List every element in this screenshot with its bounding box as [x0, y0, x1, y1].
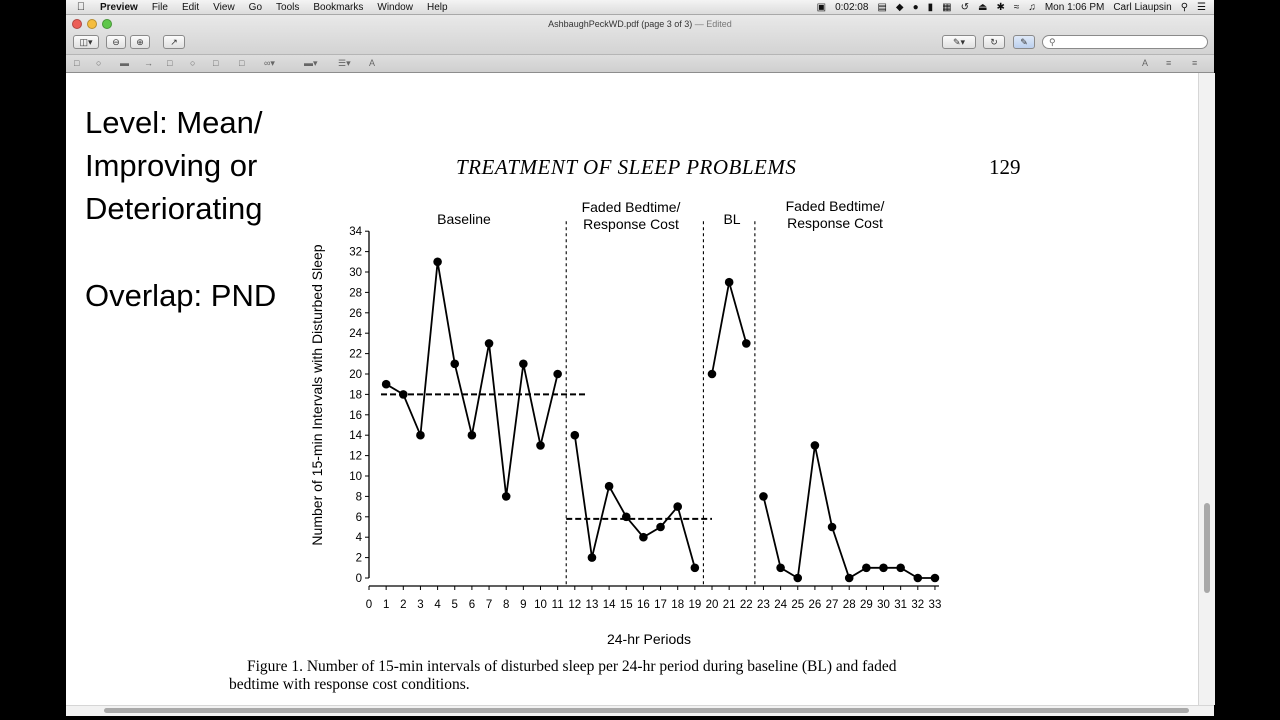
x-tick-label: 4 — [434, 599, 441, 611]
x-tick-label: 29 — [859, 599, 873, 611]
data-point — [896, 564, 905, 573]
menu-tools[interactable]: Tools — [276, 1, 300, 13]
data-point — [793, 574, 802, 583]
arrow-icon[interactable]: → — [144, 58, 153, 68]
zoom-in-button[interactable]: ⊕ — [130, 35, 150, 49]
x-tick-label: 20 — [705, 599, 719, 611]
file-name: AshbaughPeckWD.pdf (page 3 of 3) — [548, 19, 693, 29]
x-tick-label: 30 — [877, 599, 890, 611]
horizontal-scroll-thumb[interactable] — [104, 708, 1189, 713]
data-point — [708, 370, 717, 379]
x-tick-label: 22 — [739, 599, 753, 611]
data-point — [845, 574, 854, 583]
volume-icon[interactable]: ♫ — [1028, 1, 1036, 13]
y-tick-label: 34 — [349, 226, 362, 239]
y-tick-label: 8 — [355, 491, 362, 504]
x-axis-label: 24-hr Periods — [606, 631, 692, 647]
data-point — [691, 564, 700, 573]
data-point — [742, 339, 751, 348]
x-tick-label: 9 — [520, 599, 527, 611]
x-tick-label: 31 — [894, 599, 908, 611]
y-tick-label: 24 — [349, 328, 362, 341]
edited-status: — Edited — [694, 19, 732, 29]
align-icon[interactable]: ☰▾ — [338, 58, 351, 68]
phase-label-treatment-2-line1: Faded Bedtime/ — [785, 198, 885, 214]
data-point — [639, 533, 648, 542]
data-point — [862, 564, 871, 573]
data-point — [725, 278, 734, 287]
data-point — [536, 441, 545, 450]
x-tick-label: 2 — [400, 599, 407, 611]
phase-label-treatment-1-line1: Faded Bedtime/ — [581, 199, 681, 215]
y-tick-label: 22 — [349, 348, 362, 361]
vertical-scroll-thumb[interactable] — [1204, 503, 1210, 593]
x-tick-label: 33 — [928, 599, 942, 611]
evernote-icon[interactable]: ◆ — [895, 1, 904, 13]
running-head: TREATMENT OF SLEEP PROBLEMS — [456, 155, 797, 179]
data-point — [450, 360, 459, 369]
data-point — [399, 390, 408, 399]
data-point — [776, 564, 785, 573]
x-tick-label: 3 — [417, 599, 424, 611]
x-tick-label: 14 — [602, 599, 616, 611]
series-line — [575, 435, 695, 568]
time-machine-icon[interactable]: ↺ — [960, 1, 969, 13]
y-tick-label: 20 — [349, 369, 362, 381]
eject-icon[interactable]: ⏏ — [978, 1, 988, 13]
y-tick-label: 12 — [349, 450, 362, 463]
x-tick-label: 24 — [774, 599, 787, 611]
data-point — [605, 482, 614, 491]
bluetooth-icon[interactable]: ✱ — [996, 1, 1005, 13]
data-point — [828, 523, 837, 532]
menu-user[interactable]: Carl Liaupsin — [1113, 1, 1172, 13]
x-tick-label: 5 — [451, 599, 458, 611]
data-point — [914, 574, 923, 583]
data-point — [519, 360, 528, 369]
search-input[interactable] — [1042, 35, 1208, 49]
recording-time: 0:02:08 — [835, 1, 869, 13]
x-tick-label: 1 — [382, 599, 390, 611]
grid-icon[interactable]: ▦ — [942, 1, 952, 13]
caption-line-2: bedtime with response cost conditions. — [229, 676, 470, 693]
menu-bookmarks[interactable]: Bookmarks — [313, 1, 364, 13]
signature-icon[interactable]: ∞▾ — [264, 58, 275, 68]
data-point — [416, 431, 425, 440]
menu-file[interactable]: File — [151, 1, 168, 13]
apple-icon[interactable] — [72, 1, 90, 13]
data-point — [879, 564, 888, 573]
data-point — [656, 523, 665, 532]
phase-label-treatment-2-line2: Response Cost — [787, 215, 883, 231]
data-point — [553, 370, 562, 379]
crop-icon[interactable]: □ — [167, 58, 173, 68]
sidebar-view-button[interactable]: ◫▾ — [73, 35, 99, 49]
search-icon: ⚲ — [1049, 37, 1056, 47]
document-page[interactable] — [66, 73, 1198, 705]
x-tick-label: 28 — [842, 599, 856, 611]
edit-toolbar — [66, 54, 1214, 72]
y-tick-label: 0 — [355, 573, 362, 585]
series-line — [712, 282, 746, 374]
x-tick-label: 6 — [468, 599, 476, 611]
y-tick-label: 6 — [355, 511, 362, 524]
menu-window[interactable]: Window — [377, 1, 413, 13]
x-tick-label: 25 — [791, 599, 805, 611]
menu-preview[interactable]: Preview — [100, 1, 138, 13]
x-tick-label: 12 — [568, 599, 582, 611]
menu-clock[interactable]: Mon 1:06 PM — [1044, 1, 1105, 13]
text-icon[interactable]: A — [369, 58, 376, 68]
x-tick-label: 10 — [534, 599, 547, 611]
highlight-icon[interactable]: ▬ — [120, 58, 129, 68]
window-toolbar — [66, 15, 1214, 73]
series-line — [386, 262, 558, 497]
x-tick-label: 18 — [671, 599, 685, 611]
x-tick-label: 19 — [688, 599, 702, 611]
data-point — [571, 431, 580, 440]
wifi-icon[interactable]: ≈ — [1013, 1, 1020, 13]
notification-center-icon[interactable]: ☰ — [1197, 1, 1206, 13]
rotate-button[interactable]: ↻ — [983, 35, 1005, 49]
adjust-icon[interactable]: ≡ — [1166, 58, 1172, 68]
note-level: Level: Mean/ — [85, 105, 263, 140]
line-style-icon[interactable]: ▬▾ — [304, 58, 318, 68]
x-tick-label: 13 — [585, 599, 599, 611]
speech-bubble-icon[interactable]: ○ — [190, 58, 196, 68]
caption-line-1: Figure 1. Number of 15-min intervals of disturbed sleep per 24-hr period during baseline (BL) and faded — [247, 658, 897, 675]
skype-icon[interactable]: ● — [912, 1, 919, 13]
x-tick-label: 16 — [637, 599, 650, 611]
battery-icon[interactable]: ▮ — [927, 1, 934, 13]
data-point — [931, 574, 940, 583]
shape-icon[interactable]: □ — [239, 58, 245, 68]
record-icon[interactable]: ▣ — [816, 1, 827, 13]
figure-caption — [229, 658, 1029, 694]
sleep-chart — [66, 73, 1198, 705]
data-point — [433, 258, 442, 267]
dropbox-icon[interactable]: ▤ — [877, 1, 887, 13]
font-icon[interactable]: A — [1142, 58, 1149, 68]
note-deteriorating: Deteriorating — [85, 191, 263, 226]
y-tick-label: 2 — [355, 552, 362, 565]
x-tick-label: 26 — [808, 599, 822, 611]
shape-oval-icon[interactable]: ○ — [96, 58, 102, 68]
y-tick-label: 26 — [349, 307, 362, 320]
note-improving: Improving or — [85, 148, 258, 183]
x-tick-label: 17 — [654, 599, 667, 611]
menu-edit[interactable]: Edit — [181, 1, 200, 13]
y-tick-label: 16 — [349, 409, 362, 422]
y-tick-label: 32 — [349, 246, 362, 259]
window-title — [66, 19, 1214, 29]
menu-bar — [66, 0, 1214, 15]
data-point — [485, 339, 494, 348]
menu-help[interactable]: Help — [426, 1, 448, 13]
phase-label-bl: BL — [723, 211, 741, 227]
x-tick-label: 7 — [485, 599, 493, 611]
series-line — [763, 445, 935, 578]
menu-go[interactable]: Go — [248, 1, 263, 13]
sidebar-toggle-icon[interactable]: ≡ — [1192, 58, 1198, 68]
data-point — [622, 513, 631, 522]
note-icon[interactable]: □ — [213, 58, 219, 68]
y-tick-label: 28 — [349, 287, 362, 300]
y-axis-label: Number of 15-min Intervals with Disturbed Sleep — [309, 244, 325, 546]
phase-label-baseline: Baseline — [437, 211, 491, 227]
x-tick-label: 32 — [911, 599, 925, 611]
x-tick-label: 21 — [722, 599, 736, 611]
annotate-button[interactable]: ✎▾ — [942, 35, 976, 49]
note-overlap: Overlap: PND — [85, 278, 277, 313]
phase-label-treatment-1-line2: Response Cost — [583, 216, 679, 232]
data-point — [468, 431, 477, 440]
select-rect-icon[interactable]: □ — [74, 58, 80, 68]
y-tick-label: 14 — [349, 430, 362, 443]
x-tick-label: 27 — [825, 599, 839, 611]
data-point — [759, 492, 768, 501]
menu-view[interactable]: View — [213, 1, 235, 13]
data-point — [588, 553, 597, 562]
x-tick-label: 0 — [365, 599, 373, 611]
page-number: 129 — [989, 155, 1021, 179]
y-tick-label: 30 — [349, 267, 362, 279]
share-button[interactable]: ↗ — [163, 35, 185, 49]
x-tick-label: 15 — [619, 599, 633, 611]
edit-toolbar-button[interactable]: ✎ — [1013, 35, 1035, 49]
x-tick-label: 8 — [502, 599, 510, 611]
vertical-scrollbar[interactable] — [1198, 73, 1215, 705]
data-point — [673, 502, 682, 511]
x-tick-label: 23 — [757, 599, 770, 611]
data-point — [811, 441, 820, 450]
spotlight-icon[interactable]: ⚲ — [1180, 1, 1189, 13]
zoom-out-button[interactable]: ⊖ — [106, 35, 126, 49]
data-point — [502, 492, 511, 501]
x-tick-label: 11 — [551, 599, 564, 611]
y-tick-label: 18 — [349, 389, 362, 402]
y-tick-label: 4 — [355, 532, 362, 545]
horizontal-scrollbar[interactable] — [66, 705, 1214, 716]
data-point — [382, 380, 391, 389]
y-tick-label: 10 — [349, 471, 362, 483]
